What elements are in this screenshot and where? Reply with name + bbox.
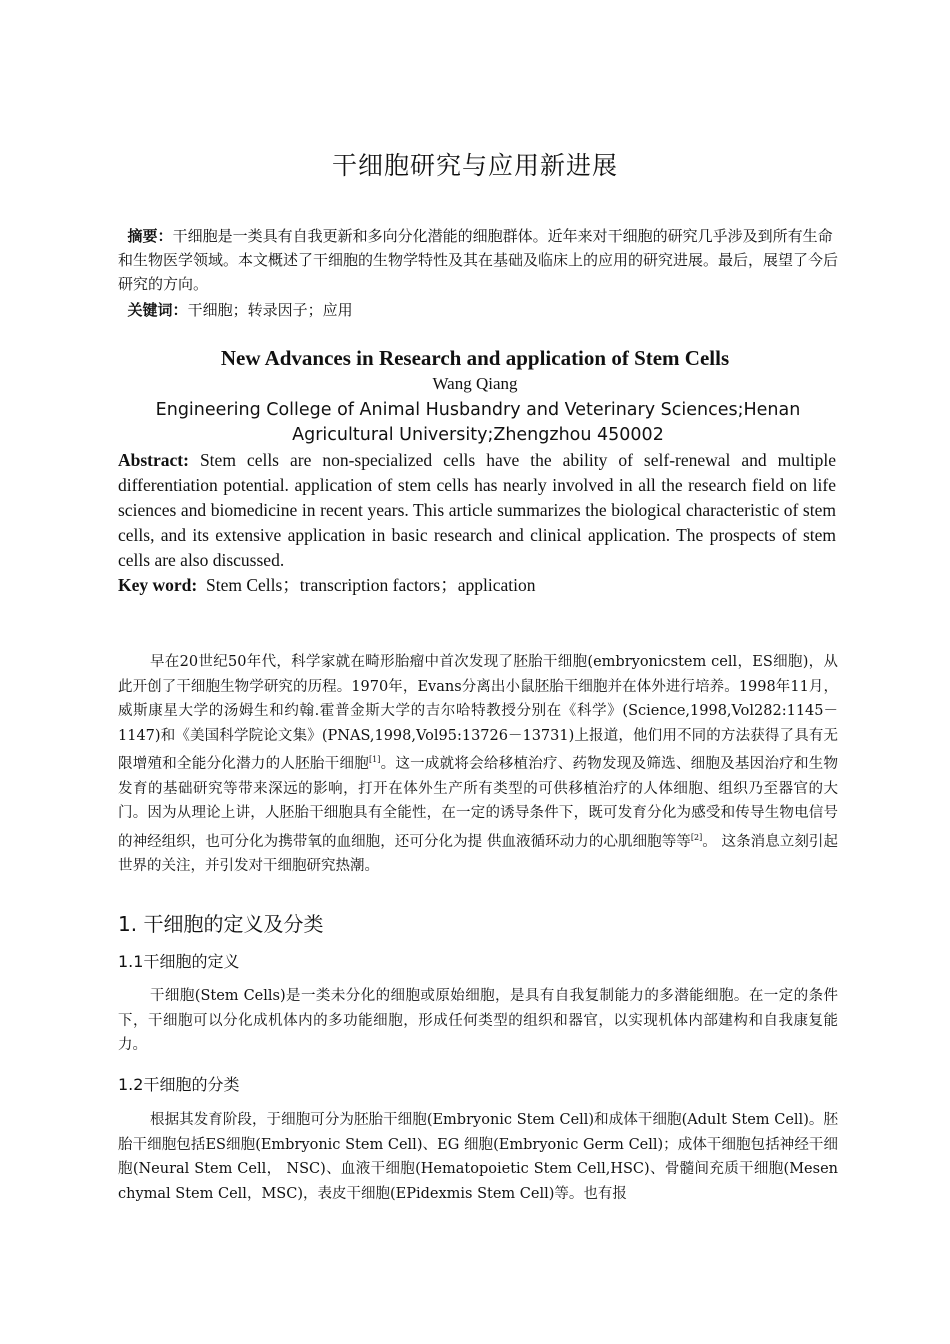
chinese-keywords <box>118 298 838 322</box>
intro-paragraph <box>118 650 838 879</box>
chinese-abstract-label: 摘要： <box>127 227 173 245</box>
chinese-keywords-text: 干细胞；转录因子；应用 <box>187 301 353 319</box>
intro-text-part3: 。 这条消息立刻引起世界的关注，并引发对干细胞研究热潮。 <box>118 833 838 875</box>
english-affiliation: Engineering College of Animal Husbandry and Veterinary Sciences;Henan Agricultural University;Zhengzhou 450002 <box>155 400 801 445</box>
english-title: New Advances in Research and application of Stem Cells <box>220 346 730 370</box>
english-author: Wang Qiang <box>432 374 518 393</box>
paper-title: 干细胞研究与应用新进展 <box>331 151 618 180</box>
chinese-abstract-text: 干细胞是一类具有自我更新和多向分化潜能的细胞群体。近年来对干细胞的研究几乎涉及到所有生命和生物医学领域。本文概述了干细胞的生物学特性及其在基础及临床上的应用的研究进展。最后，展望了今后研究的方向。 <box>118 227 839 293</box>
english-abstract-text: Stem cells are non-specialized cells have the ability of self-renewal and multiple differentiation potential. application of stem cells has nearly involved in all the research field on life sciences and biomedicine in recent years. This article summarizes the biological characteristic of stem cells, and its extensive application in basic research and clinical application. The prospects of stem cells are also discussed. <box>118 450 837 570</box>
english-keywords-label: Key word: <box>118 575 198 595</box>
section-1-2-paragraph: 根据其发育阶段，于细胞可分为胚胎干细胞(Embryonic Stem Cell)和成体干细胞(Adult Stem Cell)。胚胎干细胞包括ES细胞(Embryonic Stem Cell)、EG 细胞(Embryonic Germ Cell)；成体干细胞包括神经干细胞(Neural Stem Cell， NSC)、血液干细胞(Hematopoietic Stem Cell,HSC)、骨髓间充质干细胞(Mesen chymal Stem Cell，MSC)，表皮干细胞(EPidexmis Stem Cell)等。也有报 <box>118 1112 838 1202</box>
section-1-2-heading: 1.2干细胞的分类 <box>118 1075 240 1094</box>
chinese-keywords-label: 关键词： <box>127 301 188 319</box>
english-keywords-text: Stem Cells；transcription factors；application <box>205 575 536 595</box>
citation-2: [2] <box>690 832 703 842</box>
section-1-1-heading: 1.1干细胞的定义 <box>118 952 240 971</box>
intro-text-part2: 。这一成就将会给移植治疗、药物发现及筛选、细胞及基因治疗和生物发育的基础研究等带来深远的影响，打开在体外生产所有类型的可供移植治疗的人体细胞、组织乃至器官的大门。因为从理论上讲，人胚胎干细胞具有全能性，在一定的诱导条件下，既可发育分化为感受和传导生物电信号的神经组织，也可分化为携带氧的血细胞，还可分化为提 供血液循环动力的心肌细胞等等 <box>118 756 838 850</box>
intro-text-part1: 早在20世纪50年代，科学家就在畸形胎瘤中首次发现了胚胎干细胞(embryonicstem cell，ES细胞)，从此开创了干细胞生物学研究的历程。1970年，Evans分离出小鼠胚胎干细胞并在体外进行培养。1998年11月，威斯康星大学的汤姆生和约翰.霍普金斯大学的吉尔哈特教授分别在《科学》(Science,1998,Vol282:1145－1147)和《美国科学院论文集》(PNAS,1998,Vol95:13726－13731)上报道，他们用不同的方法获得了具有无限增殖和全能分化潜力的人胚胎干细胞 <box>118 654 838 773</box>
section-1-heading: 1. 干细胞的定义及分类 <box>118 912 324 936</box>
english-keywords <box>118 573 836 598</box>
english-abstract-label: Abstract: <box>118 450 189 470</box>
chinese-abstract <box>118 224 838 296</box>
english-abstract <box>118 448 836 573</box>
citation-1: [1] <box>368 755 381 765</box>
section-1-1-paragraph: 干细胞(Stem Cells)是一类未分化的细胞或原始细胞，是具有自我复制能力的多潜能细胞。在一定的条件下，干细胞可以分化成机体内的多功能细胞，形成任何类型的组织和器官，以实现机体内部建构和自我康复能力。 <box>118 988 838 1054</box>
